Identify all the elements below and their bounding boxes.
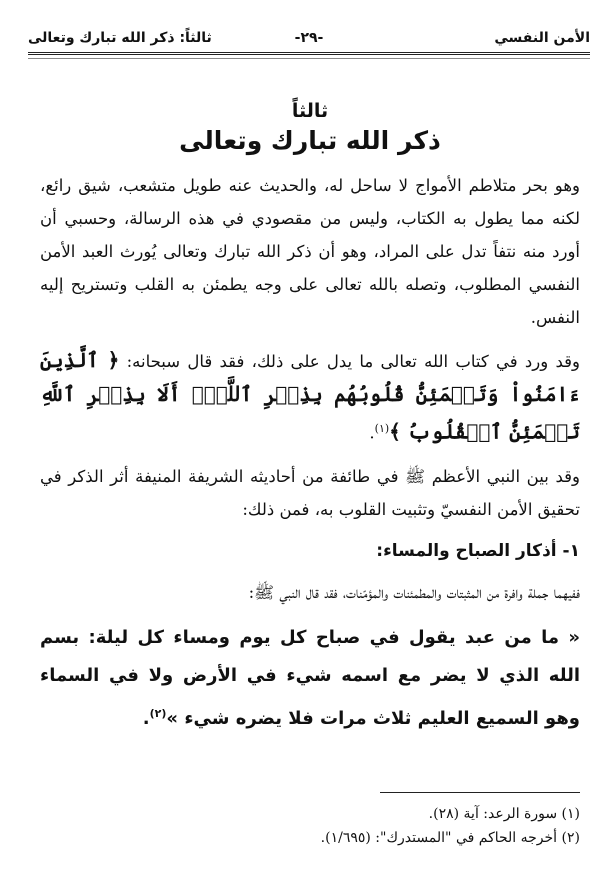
header-rule bbox=[28, 52, 590, 55]
section-kicker: ثالثاً bbox=[291, 100, 329, 122]
hadith-text: « ما من عبد يقول في صباح كل يوم ومساء كل ليلة: بسم الله الذي لا يضر مع اسمه شيء في الأرض ولا في السماء وهو السميع العليم ثلاث مرات فلا يضره شيء » bbox=[40, 626, 580, 729]
footnotes bbox=[40, 802, 580, 850]
book-title: الأمن النفسي bbox=[494, 30, 590, 46]
paragraph-quran-text: وقد ورد في كتاب الله تعالى ما يدل على ذلك، فقد قال سبحانه: bbox=[126, 352, 581, 371]
page-number: -٢٩- bbox=[294, 30, 324, 46]
quran-verse: ﴿ ٱلَّذِينَ ءَامَنُواْ وَتَطۡمَئِنُّ قُلُوبُهُم بِذِكۡرِ ٱللَّهِۗ أَلَا بِذِكۡرِ ٱللَّهِ تَطۡمَئِنُّ ٱلۡقُلُوبُ ﴾ bbox=[40, 348, 580, 444]
paragraph-adhkar: ففيهما جملة وافرة من المثبتات والمطمئنات والمؤمّنات، فقد قال النبي ﷺ: bbox=[248, 582, 580, 602]
header-rule-thin bbox=[28, 58, 590, 59]
paragraph-hadith-intro: وقد بين النبي الأعظم ﷺ في طائفة من أحاديثه الشريفة المنيفة أثر الذكر في تحقيق الأمن النفسيّ وتثبيت القلوب به، فمن ذلك: bbox=[40, 466, 580, 519]
footnote-1: (١) سورة الرعد: آية (٢٨). bbox=[428, 806, 580, 822]
paragraph-quran: وقد ورد في كتاب الله تعالى ما يدل على ذلك، فقد قال سبحانه: ﴿ ٱلَّذِينَ ءَامَنُواْ وَتَطۡمَئِنُّ قُلُوبُهُم بِذِكۡرِ ٱللَّهِۗ أَلَا بِذِكۡرِ ٱللَّهِ تَطۡمَئِنُّ ٱلۡقُلُوبُ ﴾$^{(١)}$. bbox=[40, 348, 581, 444]
footnote-ref-1: (١) bbox=[374, 422, 390, 435]
page-body bbox=[40, 100, 580, 748]
running-header bbox=[28, 28, 590, 50]
footnote-rule bbox=[380, 792, 580, 793]
chapter-title: ثالثاً: ذكر الله تبارك وتعالى bbox=[28, 30, 212, 46]
footnote-2: (٢) أخرجه الحاكم في "المستدرك": (١/٦٩٥). bbox=[320, 830, 580, 846]
section-title: ذكر الله تبارك وتعالى bbox=[179, 126, 441, 155]
footnote-ref-2: (٢) bbox=[149, 706, 167, 720]
hadith-quote: « ما من عبد يقول في صباح كل يوم ومساء كل ليلة: بسم الله الذي لا يضر مع اسمه شيء في الأرض ولا في السماء وهو السميع العليم ثلاث مرات فلا يضره شيء »$^{(٢)}$. bbox=[40, 626, 580, 729]
subheading-adhkar: ١- أذكار الصباح والمساء: bbox=[376, 540, 580, 561]
paragraph-intro: وهو بحر متلاطم الأمواج لا ساحل له، والحديث عنه طويل متشعب، شيق رائع، لكنه مما يطول به الكتاب، وليس من مقصودي في هذه الرسالة، وحسبي أن أورد منه نتفاً تدل على المراد، وهو أن ذكر الله تبارك وتعالى يُورث العبد الأمن النفسي المطلوب، وتصله بالله تعالى على وجه يطمئن به القلب وتستريح إليه النفس. bbox=[40, 176, 580, 327]
